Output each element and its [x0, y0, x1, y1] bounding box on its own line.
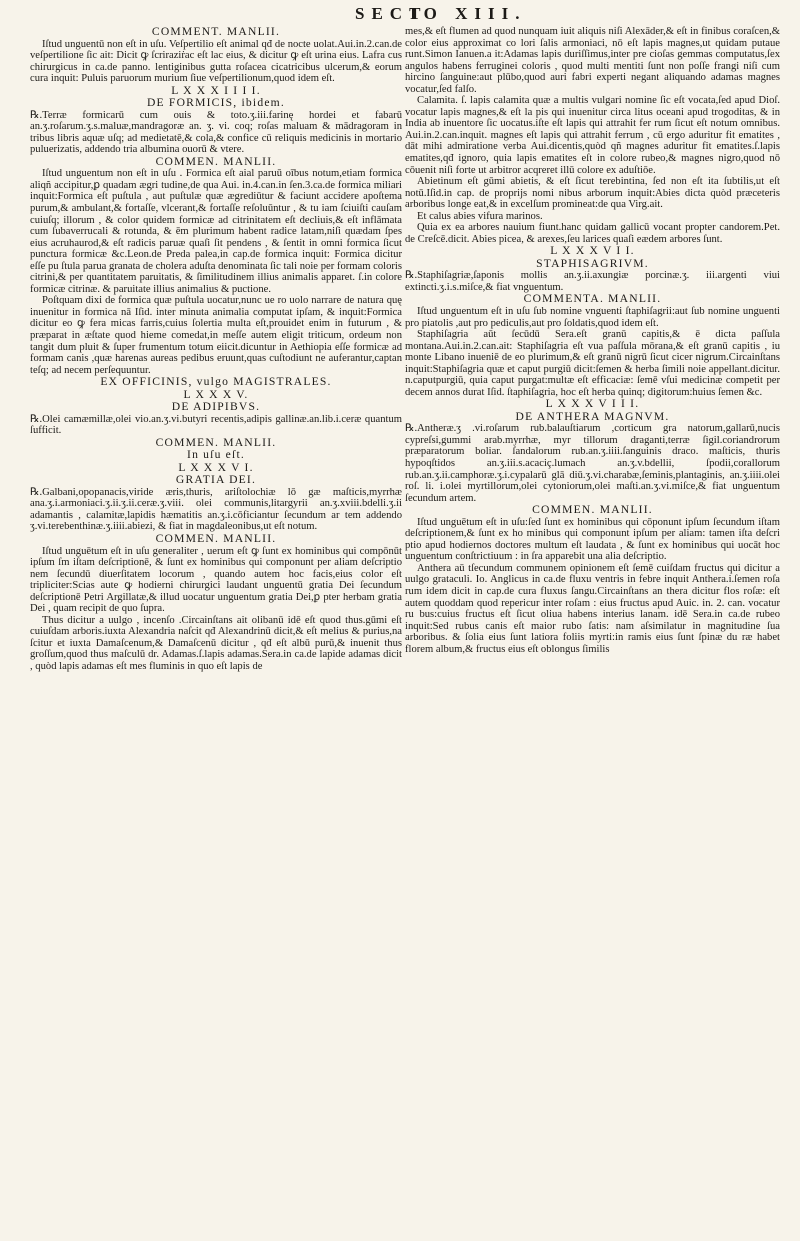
section-heading: In uſu eſt.: [187, 448, 245, 462]
section-heading: L X X X V I I I.: [545, 397, 640, 411]
running-head-right: IO XIII.: [410, 4, 527, 23]
text-paragraph: ℞.Galbani,opopanacis,viride æris,thuris, ariſtolochiæ lō gæ maſticis,myrrhæ ana.ʒ.i.armoniaci.ʒ.ii.ʒ.ii.ceræ.ʒ.viii. olei communis,litargyrii an.ʒ.xviii.bdelli.ʒ.ii adamantis , calamitæ,lapidis hæmatitis an.ʒ.i.cōficiantur ſecundum ar tem addendo ʒ.vi.terebenthinæ.ʒ.iiii.abiezi, & fiat in magdaleonibus,ut eſt notum.: [30, 486, 402, 533]
text-paragraph: ℞.Olei camæmillæ,olei vio.an.ʒ.vi.butyri recentis,adipis gallinæ.an.lib.i.ceræ quantum ſufficit.: [30, 413, 402, 437]
running-head-left: SECT: [355, 4, 428, 23]
text-paragraph: Iſtud unguentum eſt in uſu ſub nomine vnguenti ſtaphiſagrii:aut ſub nomine unguenti pro piatolis ,aut pro pediculis,aut pro ſoldatis,quod idem eſt.: [405, 305, 780, 329]
text-paragraph: Abietinum eſt gūmi abietis, & eſt ſicut terebintina, ſed non eſt ita ſubtilis,ut eſt notū.Iſid.in cap. de proprijs nomi nibus arborum inquit:Abies dicta quòd præceteris arboribus longe eat,& in excelſum promineat:de qua Virg.ait.: [405, 176, 780, 211]
section-heading: COMMEN. MANLII.: [155, 435, 277, 449]
running-head: [0, 4, 800, 26]
section-heading: COMMEN. MANLII.: [155, 532, 277, 545]
section-heading: L X X X V I I.: [550, 244, 635, 258]
text-paragraph: Staphiſagria aūt ſecūdū Sera.eſt granū capitis,& ē dicta paſſula montana.Aui.in.2.can.ait: Staphiſagria eſt vua paſſula mōrana,& eſt granū capitis , iu monte Libano inueniē de eo plurimum,& eſt granū nigrū ſicut cicer nigrum.Circainſtans inquit:Staphiſagria quæ et caput purgiū dicit:ſemen & herba ſimili noie appellant.dicitur. n.caputpurgiū, quia caput purgat:multæ eſt efficaciæ: ſemē vſui medicinæ competit per decem annos durat Iſid. ſtaphiſagria, hoc eſt herba quinq; digitorum:huius ſemen &c.: [405, 329, 780, 398]
text-paragraph: Et calus abies vifura marinos.: [417, 210, 543, 222]
text-paragraph: ℞.Staphiſagriæ,ſaponis mollis an.ʒ.ii.axungiæ porcinæ.ʒ. iii.argenti viui extincti.ʒ.i.s.miſce,& fiat vnguentum.: [405, 270, 780, 293]
section-heading: STAPHISAGRIVM.: [536, 256, 649, 270]
text-paragraph: Iſtud unguentum non eſt in uſu . Formica eſt aial paruū oībus notum,etiam formica aliqñ accipitur,ꝑ quadam ægri tudine,de qua Aui. in.4.can.in ſen.3.ca.de formica miliari inquit:Formica eſt puſtula , aut puſtulæ quæ ægrediūtur & faciunt accidere apoſtema purum,& ambulant,& fortaſſe, vlcerant,& fortaſſe reſoluūntur , & tu iam ſciuiſti cauſam cuiuſq; illorum , & color quidem formicæ ad citrinitatem eſt decliuis,& eſt inflāmata cum ſubaverrucali & rotunda, & ēm plurimum habent radice latam,niſi quædam ſpes eius acruhaurod,& eſt radicis paruæ quaſi ſit pendens , & ſentit in omni formica ſicut punctura formicæ &c.Leon.de Preda palea,in cap.de formica inquit: Formica dicitur eſſe pu ſtula parua granata de cholera aduſta denominata ſic tali noie per formam coloris citrini,& per quantitatem paruitatis, & ſimilitudinem illius animalis apparet. ſ.in colore formicæ citrinæ. & paruitate illius animalius & puctione.: [30, 168, 402, 295]
section-heading: L X X X I I I I.: [171, 83, 261, 97]
text-paragraph: Iſtud unguētum eſt in uſu generaliter , uerum eſt ꝙ ſunt ex hominibus qui compōnūt ipſum ſm iſtam deſcriptionē, & ſunt ex hominibus qui componunt per aliam deſcriptio nem ſecundū diuerſitatem locorum , quando autem hoc facis,eius color eſt tripliciter:Scias aute ꝙ hodierni chirurgici laudant unguentū gratia Dei ſecundum deſcriptionē Petri Argillatæ,& illud uocatur unguentum gratia Dei,ꝑ pter herbam gratia Dei , quam recipit de quo ſupra.: [30, 545, 402, 615]
section-heading: EX OFFICINIS, vulgo MAGISTRALES.: [100, 375, 332, 389]
section-heading: COMMEN. MANLII.: [155, 154, 277, 168]
text-paragraph: Anthera aū tſecundum communem opinionem eſt ſemē cuiſdam fructus qui dicitur a uulgo grataculi. Io. Anglicus in ca.de fluxu ventris in febre inquit Anthera.i.ſemen roſa rum idem dicit in cap.de cura fluxus ſangu.Circainſtans an thera dicitur flos roſæ: eſt autem quoddam quod repericur inter roſam : eius fructus apud Auic. in. 2. can. vocatur ru bus:cuius fructus eſt ſicut oliua habens interius lanam. idē Sera.in ca.de rubeo inquit:Sed rubus canis eſt maior rubo ſatis: nam aſsimilatur in magnitudine ſua arboribus. & ſolia eius ſunt latiora foliis myrti:in ramis eius ſunt ſpinæ du ræ habet florem album,& fructus eius eſt oblongus ſimilis: [405, 562, 780, 655]
section-heading: COMMENTA. MANLII.: [523, 292, 662, 306]
section-heading: DE ADIPIBVS.: [171, 400, 261, 414]
text-paragraph: Iſtud unguentū non eſt in uſu. Veſpertilio eſt animal qđ de nocte uolat.Aui.in.2.can.de veſpertilione ſic ait: Dicit ꝙ ſcriraziṙac eſt lac eius, & dicitur ꝙ eſt urina eius. Lafra cus chirurgicus in ca.de panno. lentiginibus gutta roſacea cicatricibus ulcerum,& eorum cura inquit: Puluis paruorum murium ſiue veſpertilionum,quod idem eſt.: [30, 38, 402, 85]
text-paragraph: Quia ex ea arbores nauium fiunt.hanc quidam gallicū vocant propter candorem.Pet. de Creſcē.dicit. Abies picea, & arexes,ſeu larices quaſi eædem arbores ſunt.: [405, 222, 780, 245]
left-text-column: [30, 26, 402, 673]
section-heading: L X X X V.: [183, 387, 249, 401]
text-paragraph: Thus dicitur a uulgo , incenſo .Circainſtans ait olibanū idē eſt quod thus.gūmi eſt cuiuſdam arboris.iuxta Alexandria naſcit qđ Alexandrinū dicit,& eſt melius & purius,na ſcitur et iuxta Damaſcenum,& Damaſcenū dicitur , qđ eſt albū purū,& inuenit thus groſſum,quod thus maſculū dr. Adamas.ſ.lapis adamas.Sera.in ca.de lapide adamas dicit , quòd lapis adamas eſt mes fluminis in quo eſt lapis de: [30, 614, 402, 672]
section-heading: DE FORMICIS, ibidem.: [146, 96, 285, 110]
text-paragraph: mes,& eſt flumen ad quod nunquam iuit aliquis niſi Alexāder,& eſt in finibus coraſcen,& color eius approximat co lori ſalis armoniaci, nō eſt lapis magnes,ut quidam putaue runt.Simon Ianuen.a it:Adamas lapis duriſſimus,inter pre cioſas gemmas computatus,ſex angulos habens ferruginei coloris , quod multi mentiti ſunt non poſſe frangi niſi cum hircino ſanguine:aut plūbo,quod auri fabri experti negant aliquando adamas magnes vocatur,ſed falſo.: [405, 26, 780, 95]
section-heading: GRATIA DEI.: [175, 473, 257, 487]
section-heading: COMMENT. MANLII.: [151, 25, 281, 38]
text-paragraph: ℞.Terræ formicarū cum ouis & toto.ʒ.iii.farinę hordei et fabarū an.ʒ.roſarum.ʒ.s.maluæ,mandragoræ an. ʒ. vi. coq; roſas maluam & mādragoram in tribus libris aquæ uſq; ad medietatē,& cola,& confice cū reliquis medicinis in mortario puluerizatis, addendo tria albumina ouorū & vtere.: [30, 109, 402, 156]
section-heading: L X X X V I.: [178, 460, 254, 474]
text-paragraph: Calamita. ſ. lapis calamita quæ a multis vulgari nomine ſic eſt vocata,ſed apud Dioſ. vocatur lapis magnes,& eſt la pis qui inuenitur circa litus oceani apud trogoditas, & in India ab inuentore ſic uocatus.iſte eſt lapis qui attrahit fer rum ſicut eſt notum omnibus. Aui.in.2.can.inquit. magnes eſt lapis qui attrahit ferrum , cū ergo aduritur fit ematites , dāt mihi admiratione verba Aui.dicentis,quòd qñ magnes aduritur fit ematites.ſ.lapis ematites,qđ ignoro, quia lapis ematites eſt in colore rubeo,& magnes nigro,quod nō cōuenit niſi forte ut arbitror acqreret illū colore ex aduſtiōe.: [405, 95, 780, 176]
text-paragraph: ℞.Antheræ.ʒ .vi.roſarum rub.balauſtiarum ,corticum gra natorum,gallarū,nucis cypreſsi,gummi arab.myrrhæ, myr tillorum draganti,terræ ſigil.coriandrorum præparatorum boliar. ſandalorum rub.an.ʒ.iiii.ſanguinis draco. maſticis, thuris hypoqſtidos an.ʒ.iii.s.acaciç.lumach an.ʒ.v.bdellii, ſpodii,corallorum rub.an.ʒ.ii.camphoræ.ʒ.i.cypalarū glā diū.ʒ.vi.charabæ,ſeminis,plantaginis, an.ʒ.iiii.olei roſ. li. i.olei myrtillorum,olei cytoniorum,olei maſti.an.ʒ.vi.miſce,& fiat unguentum ſecundum artem.: [405, 423, 780, 504]
section-heading: DE ANTHERA MAGNVM.: [515, 409, 670, 423]
text-paragraph: Iſtud unguētum eſt in uſu:ſed ſunt ex hominibus qui cōponunt ipſum ſecundum iſtam deſcriptionem,& ſunt ex ho minibus qui componunt ipſum per aliam: tamen iſta deſcri ptio apud hodiernos doctores multum eſt laudata , & ſunt ex hominibus qui uocāt hoc unguentum conſtrictiuum : in ſra apparebit una alia deſcriptio.: [405, 516, 780, 563]
section-heading: COMMEN. MANLII.: [532, 503, 653, 517]
right-text-column: [405, 26, 780, 655]
text-paragraph: Poſtquam dixi de formica quæ puſtula uocatur,nunc ue ro uolo narrare de natura quę inuenitur in formica nā Iſid. inter minuta animalia computat ipſam, & inquit:Formica dicitur eo ꝙ fera micas farris,cuius ſolertia multa eſt,prouidet enim in futurum , & præparat in æſtate quod hieme comedat,in meſſe autem eligit triticum, ordeum non tangit dum pluit & ſuper frumentum totum eiicit.dicuntur in Aethiopia eſſe formicæ ad formam canis ,quæ harenas aureas pedibus eruunt,quas cuſtodiunt ne auferantur,captan teſq; ad necem perſequuntur.: [30, 295, 402, 376]
